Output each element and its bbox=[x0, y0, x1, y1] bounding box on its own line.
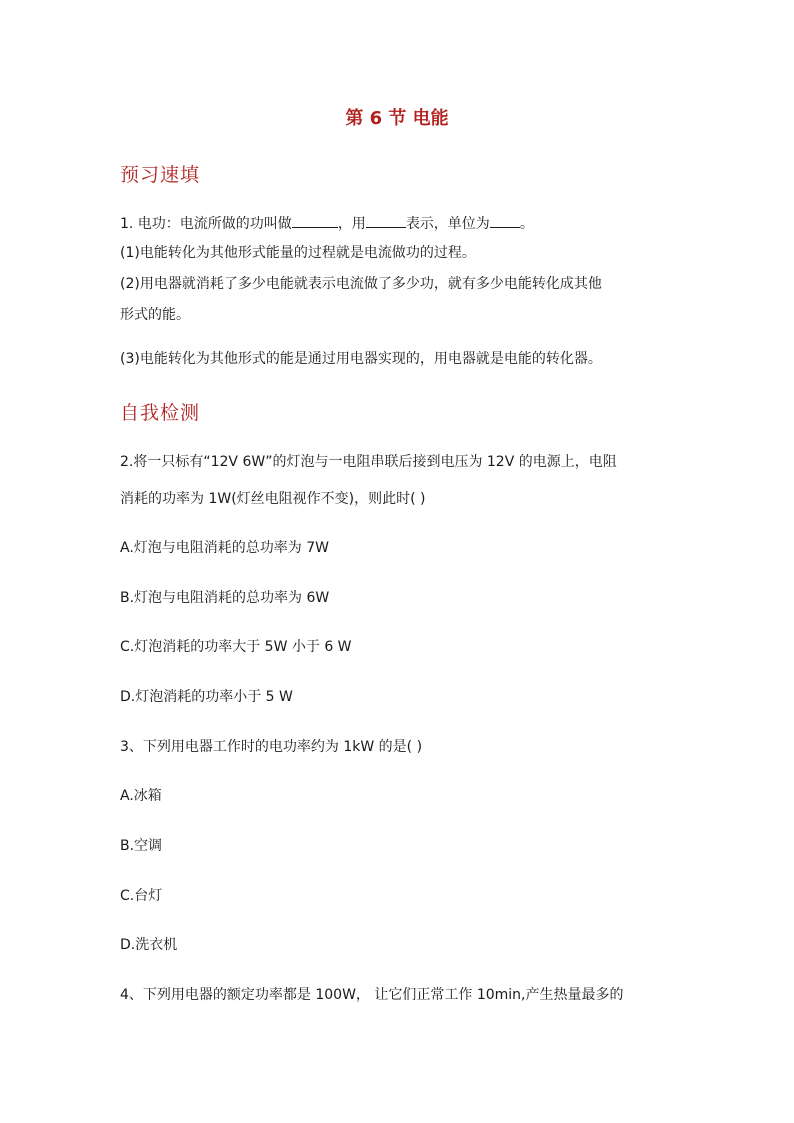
section-heading-preview: 预习速填 bbox=[120, 164, 201, 186]
question-1 bbox=[120, 213, 534, 233]
note-1: (1)电能转化为其他形式能量的过程就是电流做功的过程。 bbox=[120, 245, 476, 261]
answer-blank-2 bbox=[366, 213, 406, 228]
question-1-text-c: 表示，单位为 bbox=[405, 216, 490, 232]
page-title: 第 6 节 电能 bbox=[345, 108, 449, 129]
question-2-option-a: A.灯泡与电阻消耗的总功率为 7W bbox=[120, 540, 329, 556]
question-2-option-c: C.灯泡消耗的功率大于 5W 小于 6 W bbox=[120, 639, 352, 655]
question-2-line-2: 消耗的功率为 1W(灯丝电阻视作不变)，则此时( ) bbox=[120, 491, 426, 507]
answer-blank-3 bbox=[490, 213, 520, 228]
question-1-text-a: 1. 电功：电流所做的功叫做 bbox=[120, 216, 292, 232]
question-2-option-b: B.灯泡与电阻消耗的总功率为 6W bbox=[120, 590, 330, 606]
question-3-option-b: B.空调 bbox=[120, 838, 163, 854]
note-2-line-2: 形式的能。 bbox=[120, 307, 190, 323]
note-2-line-1: (2)用电器就消耗了多少电能就表示电流做了多少功，就有多少电能转化成其他 bbox=[120, 276, 602, 292]
answer-blank-1 bbox=[292, 213, 338, 228]
question-3-option-d: D.洗衣机 bbox=[120, 937, 178, 953]
question-3-option-a: A.冰箱 bbox=[120, 788, 162, 804]
question-3-stem: 3、下列用电器工作时的电功率约为 1kW 的是( ) bbox=[120, 739, 423, 755]
note-3: (3)电能转化为其他形式的能是通过用电器实现的，用电器就是电能的转化器。 bbox=[120, 351, 602, 367]
question-3-option-c: C.台灯 bbox=[120, 888, 163, 904]
question-2-option-d: D.灯泡消耗的功率小于 5 W bbox=[120, 689, 293, 705]
question-1-text-d: 。 bbox=[519, 216, 534, 232]
question-4-stem: 4、下列用电器的额定功率都是 100W， 让它们正常工作 10min,产生热量最多的 bbox=[120, 987, 624, 1003]
question-1-text-b: ，用 bbox=[337, 216, 366, 232]
section-heading-selfcheck: 自我检测 bbox=[120, 402, 201, 424]
question-2-line-1: 2.将一只标有“12V 6W”的灯泡与一电阻串联后接到电压为 12V 的电源上，电阻 bbox=[120, 454, 617, 470]
